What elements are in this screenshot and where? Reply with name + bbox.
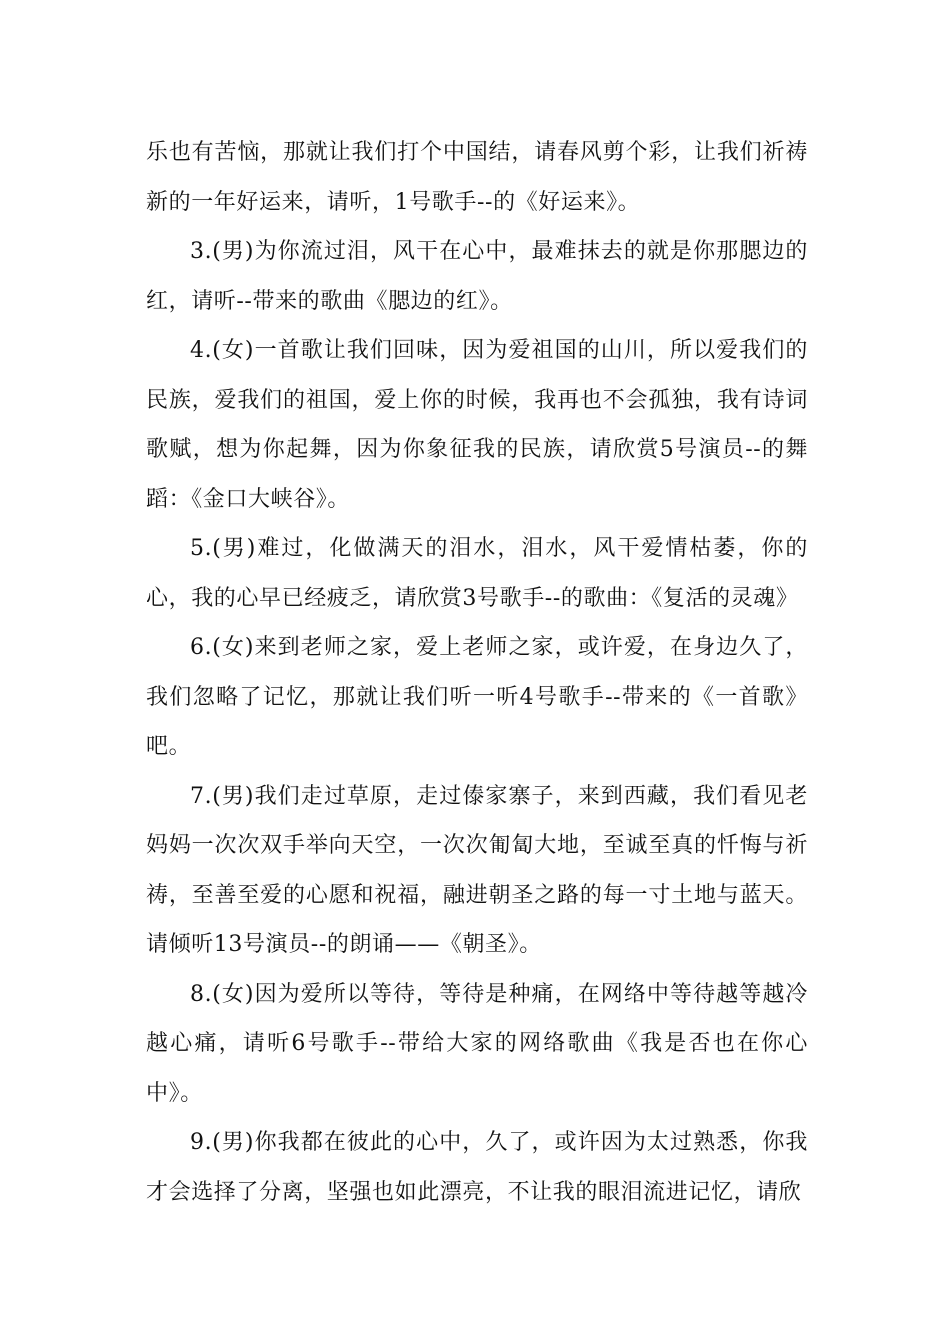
paragraph-item-8: 8.(女)因为爱所以等待，等待是种痛，在网络中等待越等越冷越心痛，请听6号歌手--带给大家的网络歌曲《我是否也在你心中》。: [146, 981, 808, 1106]
document-body: [146, 128, 808, 1217]
paragraph-item-4: 4.(女)一首歌让我们回味，因为爱祖国的山川，所以爱我们的民族，爱我们的祖国，爱上你的时候，我再也不会孤独，我有诗词歌赋，想为你起舞，因为你象征我的民族，请欣赏5号演员--的舞蹈：《金口大峡谷》。: [146, 338, 808, 512]
paragraph-continuation: 乐也有苦恼，那就让我们打个中国结，请春风剪个彩，让我们祈祷新的一年好运来，请听，1号歌手--的《好运来》。: [146, 140, 808, 215]
paragraph-item-3: 3.(男)为你流过泪，风干在心中，最难抹去的就是你那腮边的红，请听--带来的歌曲《腮边的红》。: [146, 239, 808, 314]
paragraph-item-6: 6.(女)来到老师之家，爱上老师之家，或许爱，在身边久了，我们忽略了记忆，那就让我们听一听4号歌手--带来的《一首歌》吧。: [146, 635, 808, 759]
paragraph-item-7: 7.(男)我们走过草原，走过傣家寨子，来到西藏，我们看见老妈妈一次次双手举向天空，一次次匍匐大地，至诚至真的忏悔与祈祷，至善至爱的心愿和祝福，融进朝圣之路的每一寸土地与蓝天。请倾听13号演员--的朗诵——《朝圣》。: [146, 783, 808, 957]
paragraph-item-5: 5.(男)难过，化做满天的泪水，泪水，风干爱情枯萎，你的心，我的心早已经疲乏，请欣赏3号歌手--的歌曲：《复活的灵魂》: [146, 536, 808, 611]
paragraph-item-9: 9.(男)你我都在彼此的心中，久了，或许因为太过熟悉，你我才会选择了分离，坚强也如此漂亮，不让我的眼泪流进记忆，请欣: [146, 1130, 808, 1205]
